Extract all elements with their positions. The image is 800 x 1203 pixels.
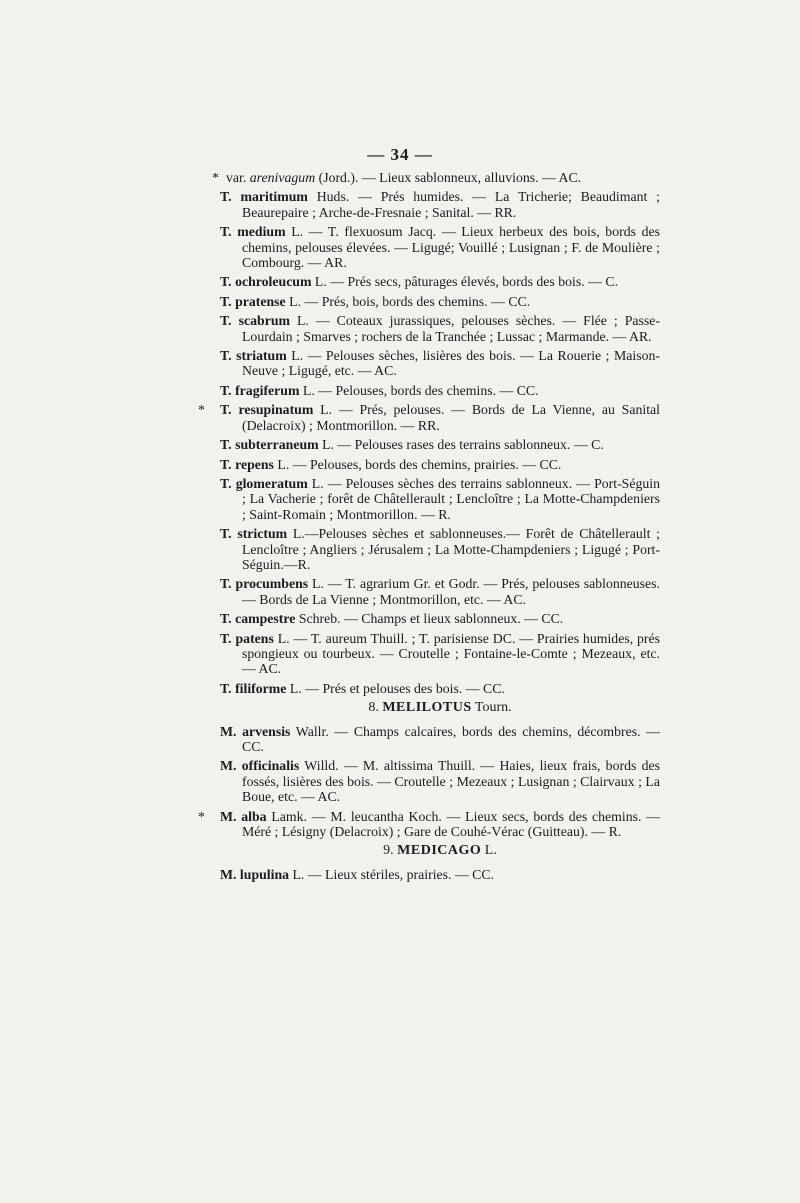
species-entry <box>220 313 660 344</box>
page-content <box>198 170 661 886</box>
genus-abbrev: T. <box>220 611 232 627</box>
species-name: lupulina <box>236 866 290 882</box>
species-name: pratense <box>231 293 286 309</box>
entry-description: L. — Lieux stériles, prairies. — CC. <box>289 866 495 882</box>
species-name: campestre <box>231 611 296 627</box>
genus-abbrev: T. <box>220 576 232 592</box>
species-entry <box>220 724 660 755</box>
entry-description: L. — Pelouses rases des terrains sablonneux. — C. <box>318 437 604 453</box>
section-author: Tourn. <box>471 700 512 716</box>
genus-abbrev: T. <box>220 526 232 542</box>
variety-name: arenivagum <box>246 170 316 185</box>
medicago-list <box>220 867 660 882</box>
species-name: var. <box>226 170 247 185</box>
entry-description: Wallr. — Champs calcaires, bords des chemins, décombres. — CC. <box>242 723 660 754</box>
entry-description: L. — T. aureum Thuill. ; T. parisiense DC. — Prairies humides, prés spongieux ou tourbeux. — Croutelle ; Fontaine-le-Comte ; Mezeaux, etc. — AC. <box>242 630 660 677</box>
genus-abbrev: T. <box>220 630 232 646</box>
species-name: maritimum <box>231 189 308 205</box>
genus-abbrev: T. <box>220 274 232 290</box>
entry-description: L. — Pelouses sèches des terrains sablonneux. — Port-Séguin ; La Vacherie ; forêt de Châtellerault ; Lencloître ; La Motte-Champdeniers ; Saint-Romain ; Montmorillon. — R. <box>242 475 660 522</box>
entry-description: L. — Prés et pelouses des bois. — CC. <box>286 680 505 696</box>
species-name: officinalis <box>236 758 300 774</box>
trifolium-list <box>198 170 660 696</box>
species-entry: * T. resupinatum L. — Prés, pelouses. — Bords de La Vienne, au Sanital (Delacroix) ; Montmorillon. — RR. <box>198 402 660 433</box>
species-name: scabrum <box>231 313 290 329</box>
species-entry <box>220 476 660 522</box>
species-entry <box>220 758 660 804</box>
species-entry <box>220 274 660 289</box>
species-entry <box>220 189 660 220</box>
section-heading-medicago <box>220 843 660 858</box>
species-entry: * M. alba Lamk. — M. leucantha Koch. — Lieux secs, bords des chemins. — Méré ; Lésigny (Delacroix) ; Gare de Couhé-Vérac (Guitteau). — R. <box>198 808 660 840</box>
entry-description: L. — T. flexuosum Jacq. — Lieux herbeux des bois, bords des chemins, pelouses élevées. — Ligugé; Vouillé ; Lusignan ; F. de Moulière ; Combourg. — AR. <box>242 224 660 271</box>
species-name: procumbens <box>231 576 309 592</box>
page-number: — 34 — <box>367 145 433 164</box>
genus-abbrev: T. <box>220 475 232 491</box>
entry-description: L. — Pelouses, bords des chemins. — CC. <box>299 382 539 398</box>
species-entry <box>220 867 660 882</box>
entry-description: (Jord.). — Lieux sablonneux, alluvions. — AC. <box>315 170 582 185</box>
species-name: strictum <box>231 526 288 542</box>
entry-description: Willd. — M. altissima Thuill. — Haies, lieux frais, bords des fossés, lisières des bois. — Croutelle ; Mezeaux ; Lusignan ; Clairvaux ; La Boue, etc. — AC. <box>242 758 661 805</box>
species-name: fragiferum <box>231 382 300 398</box>
species-name: repens <box>231 456 274 472</box>
genus-abbrev: T. <box>220 402 232 418</box>
section-number: 8. <box>368 700 379 716</box>
genus-abbrev: T. <box>220 382 232 398</box>
section-heading-melilotus <box>220 700 660 715</box>
entry-description: L. — Coteaux jurassiques, pelouses sèches. — Flée ; Passe-Lourdain ; Smarves ; rochers de la Tranchée ; Lussac ; Marmande. — AR. <box>242 313 660 344</box>
entry-description: L. — T. agrarium Gr. et Godr. — Prés, pelouses sablonneuses. — Bords de La Vienne ; Montmorillon, etc. — AC. <box>242 576 660 607</box>
genus-abbrev: M. <box>220 866 237 882</box>
entry-description: L. — Prés secs, pâturages élevés, bords des bois. — C. <box>311 274 619 290</box>
genus-abbrev: M. <box>220 758 237 774</box>
genus-abbrev: T. <box>220 456 232 472</box>
species-entry <box>220 437 660 452</box>
genus-abbrev: T. <box>220 680 232 696</box>
species-entry <box>220 576 660 607</box>
species-entry <box>220 611 660 626</box>
species-entry <box>220 348 660 379</box>
genus-abbrev: T. <box>220 224 232 240</box>
species-entry <box>220 457 660 472</box>
section-author: L. <box>481 843 497 859</box>
entry-description: L. — Pelouses sèches, lisières des bois. — La Rouerie ; Maison-Neuve ; Ligugé, etc. — AC. <box>242 348 660 379</box>
species-entry <box>220 681 660 696</box>
genus-abbrev: T. <box>220 293 232 309</box>
genus-abbrev: T. <box>220 437 232 453</box>
genus-abbrev: T. <box>220 313 232 329</box>
species-entry <box>220 224 660 270</box>
species-name: alba <box>236 808 267 824</box>
melilotus-list <box>198 723 661 840</box>
species-entry <box>220 383 660 398</box>
entry-description: Lamk. — M. leucantha Koch. — Lieux secs, bords des chemins. — Méré ; Lésigny (Delacroix) ; Gare de Couhé-Vérac (Guitteau). — R. <box>242 808 660 840</box>
entry-description: L. — Pelouses, bords des chemins, prairies. — CC. <box>273 456 562 472</box>
species-entry <box>220 294 660 309</box>
species-name: ochroleucum <box>231 274 312 290</box>
species-entry <box>220 526 660 572</box>
genus-abbrev: T. <box>220 189 232 205</box>
entry-description: L. — Prés, bois, bords des chemins. — CC. <box>285 293 531 309</box>
species-name: filiforme <box>231 680 287 696</box>
species-name: resupinatum <box>231 402 314 418</box>
genus-abbrev: M. <box>220 808 237 824</box>
entry-description: L.—Pelouses sèches et sablonneuses.— Forêt de Châtellerault ; Lencloître ; Angliers ; Jérusalem ; La Motte-Champdeniers ; Ligugé ; Port-Séguin.—R. <box>242 526 660 572</box>
species-entry <box>220 631 660 677</box>
species-name: subterraneum <box>231 437 319 453</box>
section-name: MEDICAGO <box>397 843 482 859</box>
genus-abbrev: M. <box>220 723 237 739</box>
species-name: glomeratum <box>231 475 308 491</box>
section-name: MELILOTUS <box>382 700 472 716</box>
entry-description: L. — Prés, pelouses. — Bords de La Vienne, au Sanital (Delacroix) ; Montmorillon. — RR. <box>242 402 660 433</box>
species-name: patens <box>231 630 274 646</box>
entry-description: Huds. — Prés humides. — La Tricherie; Beaudimant ; Beaurepaire ; Arche-de-Fresnaie ; Sanital. — RR. <box>242 189 660 220</box>
species-name: striatum <box>231 348 287 364</box>
species-entry: * var. arenivagum (Jord.). — Lieux sablonneux, alluvions. — AC. <box>212 170 582 185</box>
species-name: medium <box>231 224 286 240</box>
section-number: 9. <box>383 843 394 859</box>
species-name: arvensis <box>236 723 291 739</box>
genus-abbrev: T. <box>220 348 232 364</box>
entry-description: Schreb. — Champs et lieux sablonneux. — CC. <box>295 611 564 627</box>
